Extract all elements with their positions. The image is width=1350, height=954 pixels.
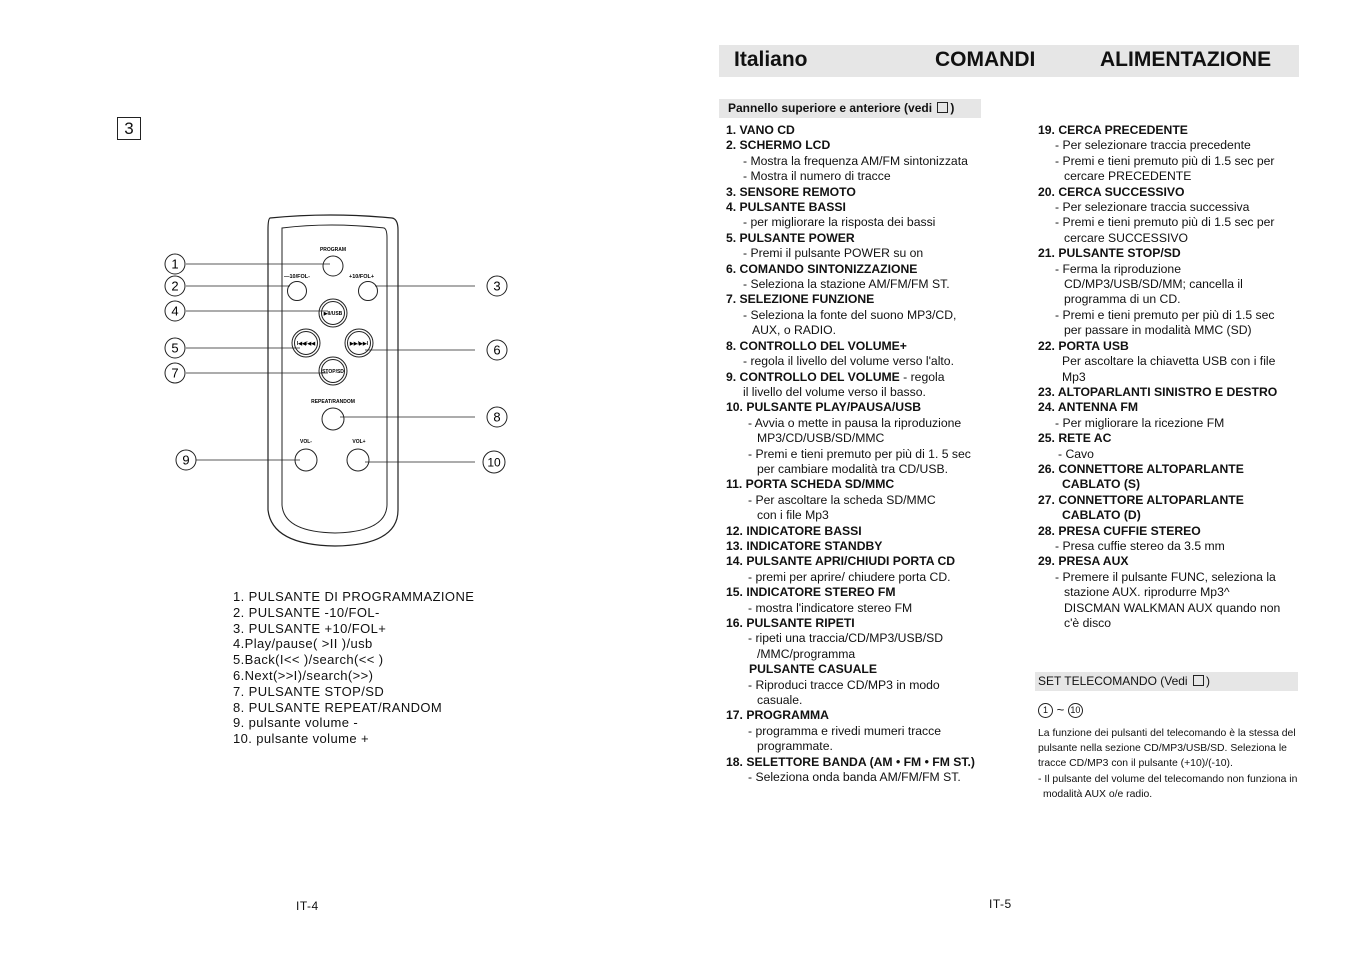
remote-control-diagram xyxy=(160,210,520,560)
figure-ref-box xyxy=(937,102,948,113)
desc-line: La funzione dei pulsanti del telecomando è la stessa del xyxy=(1038,728,1296,739)
remote-label-minus10: —10/FOL- xyxy=(284,274,310,280)
control-title: CABLATO (D) xyxy=(1062,508,1141,523)
control-description: - Premi e tieni premuto per più di 1. 5 sec xyxy=(748,446,971,461)
callout-10: 10 xyxy=(487,455,501,470)
control-description: - Per migliorare la ricezione FM xyxy=(1055,415,1225,430)
controls-list-left xyxy=(726,123,1026,785)
callout-4: 4 xyxy=(171,303,179,319)
page-number-right: IT-5 xyxy=(989,897,1012,911)
control-title: 7. SELEZIONE FUNZIONE xyxy=(726,292,875,307)
callout-6: 6 xyxy=(493,342,501,358)
remote-label-stop-sd: STOP/SD xyxy=(322,369,344,375)
remote-label-next: ▶▶/▶▶I xyxy=(349,341,369,347)
control-title: 4. PULSANTE BASSI xyxy=(726,200,846,215)
control-title: 25. RETE AC xyxy=(1038,431,1112,446)
control-title: CABLATO (S) xyxy=(1062,477,1141,492)
figure-ref-box xyxy=(1193,675,1204,686)
control-description: - premi per aprire/ chiudere porta CD. xyxy=(748,569,951,584)
desc-line: modalità AUX o/e radio. xyxy=(1043,788,1153,800)
callout-7: 7 xyxy=(171,365,179,381)
remote-label-plus10: +10/FOL+ xyxy=(349,274,375,280)
control-title-text: 9. CONTROLLO DEL VOLUME xyxy=(726,369,900,384)
figure-number-box: 3 xyxy=(117,117,141,140)
legend-item: 8. PULSANTE REPEAT/RANDOM xyxy=(233,699,443,715)
control-description: - Avvia o mette in pausa la riproduzione xyxy=(748,415,962,430)
remote-label-vol-plus: VOL+ xyxy=(352,439,366,445)
control-description: Mp3 xyxy=(1062,369,1086,384)
section-header xyxy=(719,45,1299,77)
control-title: 27. CONNETTORE ALTOPARLANTE xyxy=(1038,492,1244,507)
control-description: - Premi e tieni premuto più di 1.5 sec per xyxy=(1055,153,1275,168)
control-description: - Cavo xyxy=(1058,446,1094,461)
control-title: 3. SENSORE REMOTO xyxy=(726,184,856,199)
remote-range xyxy=(1038,702,1083,718)
control-description: - Premi e tieni premuto più di 1.5 sec per xyxy=(1055,215,1275,230)
control-description: - Per ascoltare la scheda SD/MMC xyxy=(748,492,936,507)
legend-item: 3. PULSANTE +10/FOL+ xyxy=(233,620,387,636)
control-description: DISCMAN WALKMAN AUX quando non xyxy=(1064,600,1281,615)
control-description: - Seleziona la stazione AM/FM/FM ST. xyxy=(743,277,950,292)
control-title: 8. CONTROLLO DEL VOLUME+ xyxy=(726,338,907,353)
control-title: 14. PULSANTE APRI/CHIUDI PORTA CD xyxy=(726,554,956,569)
range-to: 10 xyxy=(1068,703,1083,718)
legend-item: 5.Back(I<< )/search(<< ) xyxy=(233,652,384,668)
panel-subheading: Pannello superiore e anteriore (vedi ) xyxy=(719,99,981,118)
control-title: 26. CONNETTORE ALTOPARLANTE xyxy=(1038,461,1244,476)
control-description: programmate. xyxy=(757,739,833,754)
control-description: - Premi il pulsante POWER su on xyxy=(743,246,924,261)
control-description: - per migliorare la risposta dei bassi xyxy=(743,215,936,230)
desc-line: - Il pulsante del volume del telecomando non funziona in xyxy=(1038,773,1298,785)
control-description: CD/MP3/USB/SD/MM; cancella il xyxy=(1064,277,1243,292)
legend-item: 1. PULSANTE DI PROGRAMMAZIONE xyxy=(233,589,475,604)
control-title: 11. PORTA SCHEDA SD/MMC xyxy=(726,477,895,492)
page-number-left: IT-4 xyxy=(296,899,319,913)
control-title: 22. PORTA USB xyxy=(1038,338,1129,353)
legend-item: 10. pulsante volume + xyxy=(233,731,369,747)
telebar-text: SET TELECOMANDO (Vedi xyxy=(1038,674,1188,688)
callout-5: 5 xyxy=(171,340,179,356)
remote-set-heading: SET TELECOMANDO (Vedi ) xyxy=(1035,672,1298,691)
header-alimentazione: ALIMENTAZIONE xyxy=(1100,48,1272,71)
control-description: - Ferma la riproduzione xyxy=(1055,261,1181,276)
desc-line: tracce CD/MP3 con il pulsante (+10)/(-10). xyxy=(1038,758,1233,770)
remote-label-vol-minus: VOL- xyxy=(300,439,312,445)
legend-item: 2. PULSANTE -10/FOL- xyxy=(233,604,380,620)
control-description: AUX, o RADIO. xyxy=(752,323,836,338)
control-description: /MMC/programma xyxy=(757,646,856,661)
callout-9: 9 xyxy=(182,452,190,468)
legend-item: 6.Next(>>I)/search(>>) xyxy=(233,667,374,683)
control-title: 28. PRESA CUFFIE STEREO xyxy=(1038,523,1201,538)
control-description: - Mostra la frequenza AM/FM sintonizzata xyxy=(743,153,968,168)
control-title: 24. ANTENNA FM xyxy=(1038,400,1138,415)
control-title: 2. SCHERMO LCD xyxy=(726,138,831,153)
remote-label-play-usb: ▶II/USB xyxy=(323,311,343,317)
control-title: 15. INDICATORE STEREO FM xyxy=(726,585,896,600)
remote-label-repeat-random: REPEAT/RANDOM xyxy=(311,399,355,405)
control-description: c'è disco xyxy=(1064,616,1112,630)
control-title: 12. INDICATORE BASSI xyxy=(726,523,862,538)
legend-item: 7. PULSANTE STOP/SD xyxy=(233,683,385,699)
remote-label-back: I◀◀/◀◀ xyxy=(296,341,316,347)
legend-item: 4.Play/pause( >II )/usb xyxy=(233,636,373,652)
control-description: con i file Mp3 xyxy=(757,508,829,523)
control-title-note: - regola xyxy=(899,369,945,384)
control-title: 10. PULSANTE PLAY/PAUSA/USB xyxy=(726,400,922,415)
control-title: 5. PULSANTE POWER xyxy=(726,230,855,245)
control-description: casuale. xyxy=(757,693,803,708)
callout-3: 3 xyxy=(493,278,501,294)
control-title: 20. CERCA SUCCESSIVO xyxy=(1038,184,1185,199)
control-description: - Premere il pulsante FUNC, seleziona la xyxy=(1055,569,1276,584)
remote-legend xyxy=(233,589,474,747)
callout-8: 8 xyxy=(493,409,501,425)
callout-2: 2 xyxy=(171,278,179,294)
control-title: 29. PRESA AUX xyxy=(1038,554,1129,569)
control-title: 16. PULSANTE RIPETI xyxy=(726,616,855,630)
control-title: 21. PULSANTE STOP/SD xyxy=(1038,246,1181,261)
control-description: Per ascoltare la chiavetta USB con i file xyxy=(1062,354,1276,369)
control-title: 19. CERCA PRECEDENTE xyxy=(1038,123,1188,137)
control-description: - Presa cuffie stereo da 3.5 mm xyxy=(1055,538,1225,553)
control-title: 18. SELETTORE BANDA (AM • FM • FM ST.) xyxy=(726,754,975,769)
control-description: il livello del volume verso il basso. xyxy=(743,384,926,399)
control-description: stazione AUX. riprodurre Mp3^ xyxy=(1064,585,1230,600)
control-description: cercare PRECEDENTE xyxy=(1064,169,1192,184)
control-title: PULSANTE CASUALE xyxy=(749,662,877,677)
legend-item: 9. pulsante volume - xyxy=(233,715,359,731)
control-description: cercare SUCCESSIVO xyxy=(1064,230,1188,245)
control-description: per cambiare modalità tra CD/USB. xyxy=(757,461,949,476)
callout-1: 1 xyxy=(171,256,179,272)
control-description: - Per selezionare traccia precedente xyxy=(1055,138,1251,153)
subhead-text: Pannello superiore e anteriore (vedi xyxy=(728,101,933,115)
control-description: - programma e rivedi mumeri tracce xyxy=(748,723,942,738)
control-description: - Per selezionare traccia successiva xyxy=(1055,200,1250,215)
control-description: MP3/CD/USB/SD/MMC xyxy=(757,431,885,446)
control-title: 6. COMANDO SINTONIZZAZIONE xyxy=(726,261,918,276)
control-description: - mostra l'indicatore stereo FM xyxy=(748,600,913,615)
header-comandi: COMANDI xyxy=(935,48,1036,71)
controls-list-right xyxy=(1038,123,1328,631)
control-description: - Riproduci tracce CD/MP3 in modo xyxy=(748,677,940,692)
control-description: - Premi e tieni premuto per più di 1.5 sec xyxy=(1055,307,1275,322)
control-title: 1. VANO CD xyxy=(726,123,795,137)
header-language: Italiano xyxy=(734,48,808,71)
control-description: - Mostra il numero di tracce xyxy=(743,169,891,184)
control-description: per passare in modalità MMC (SD) xyxy=(1064,323,1252,338)
control-title: 13. INDICATORE STANDBY xyxy=(726,538,883,553)
control-title xyxy=(726,370,1026,385)
control-description: - regola il livello del volume verso l'alto. xyxy=(743,354,954,369)
remote-description xyxy=(1038,726,1328,802)
control-description: - ripeti una traccia/CD/MP3/USB/SD xyxy=(748,631,944,646)
desc-line: pulsante nella sezione CD/MP3/USB/SD. Seleziona le xyxy=(1038,743,1287,755)
control-description: programma di un CD. xyxy=(1064,292,1181,307)
range-from: 1 xyxy=(1038,703,1053,718)
control-description: - Seleziona onda banda AM/FM/FM ST. xyxy=(748,770,961,785)
range-sep: ~ xyxy=(1056,702,1065,717)
control-description: - Seleziona la fonte del suono MP3/CD, xyxy=(743,307,957,322)
control-title: 23. ALTOPARLANTI SINISTRO E DESTRO xyxy=(1038,384,1278,399)
remote-label-program: PROGRAM xyxy=(319,247,347,253)
control-title: 17. PROGRAMMA xyxy=(726,708,829,723)
